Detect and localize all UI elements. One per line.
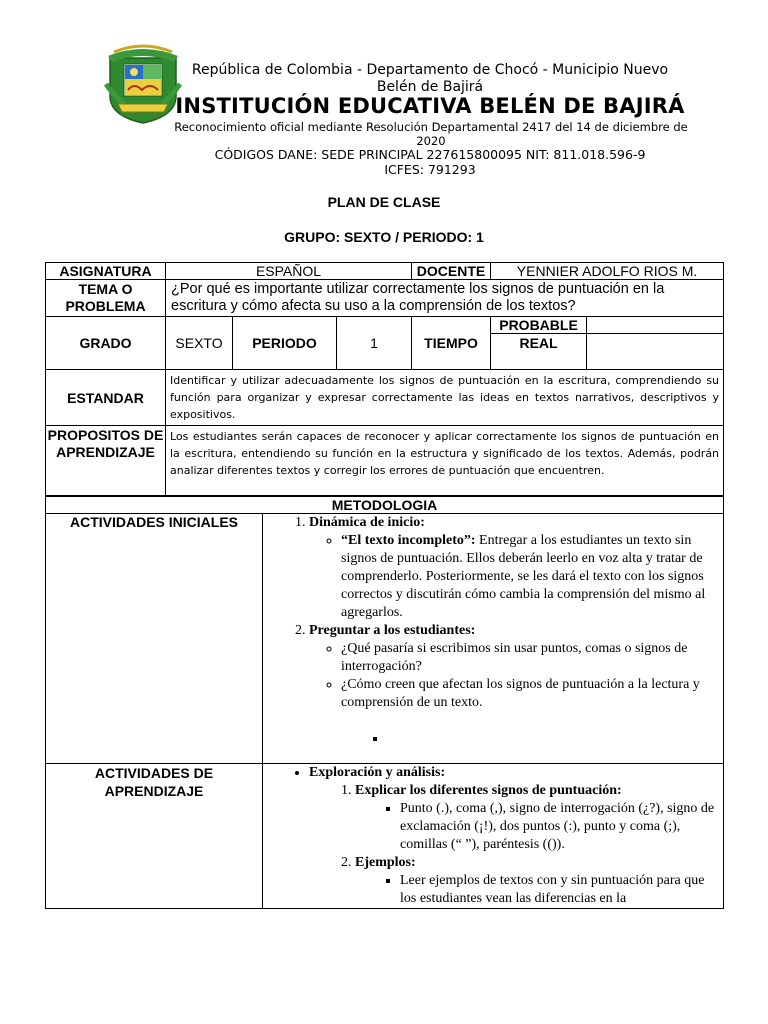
actividades-aprendizaje-label: ACTIVIDADES DE APRENDIZAJE [46,764,263,909]
grado-label: GRADO [46,317,166,370]
list-item [355,854,723,908]
signos-sublist [355,800,723,854]
list-item [309,622,723,712]
group-period-title: GRUPO: SEXTO / PERIODO: 1 [284,229,484,245]
grado-value: SEXTO [166,317,233,370]
list-item [309,764,723,908]
exploracion-sublist [309,782,723,908]
actividades-iniciales-label: ACTIVIDADES INICIALES [46,514,263,764]
list-item [309,514,723,622]
tiempo-label: TIEMPO [412,317,491,370]
texto-incompleto-title: “El texto incompleto”: [341,533,476,548]
periodo-label: PERIODO [233,317,337,370]
real-label: REAL [491,334,587,370]
recognition-text: Reconocimiento oficial mediante Resolución Departamental 2417 del 14 de diciembre de 2020 [174,120,688,148]
dane-codes: CÓDIGOS DANE: SEDE PRINCIPAL 227615800095 NIT: 811.018.596-9 [214,147,646,162]
methodology-table [45,495,724,909]
probable-label: PROBABLE [491,317,587,334]
list-item: ◦ ¿Qué pasaría si escribimos sin usar puntos, comas o signos de interrogación? [341,640,723,676]
asignatura-value: ESPAÑOL [166,263,412,280]
list-item [355,782,723,854]
signos-title: Explicar los diferentes signos de puntuación: [355,783,622,798]
iniciales-list [263,514,723,712]
tema-value: ¿Por qué es importante utilizar correctamente los signos de puntuación en la escritura y cómo afecta su uso a la comprensión de los textos? [166,280,724,317]
docente-label: DOCENTE [412,263,491,280]
estandar-value: Identificar y utilizar adecuadamente los signos de puntuación en la escritura, comprendiendo su función para organizar y expresar correctamente las ideas en textos narrativos, descriptivos y expositivos. [166,370,724,426]
dinamica-sublist [309,532,723,622]
dinamica-title: Dinámica de inicio: [309,515,425,530]
exploracion-title: Exploración y análisis: [309,765,446,780]
list-item: ◦ ¿Cómo creen que afectan los signos de puntuación a la lectura y comprensión de un texto. [341,676,723,712]
actividades-aprendizaje-content [263,764,724,909]
list-item [387,730,723,748]
aprendizaje-list [263,764,723,908]
ejemplos-sublist [355,872,723,908]
periodo-value: 1 [337,317,412,370]
probable-value [587,317,724,334]
page-title: PLAN DE CLASE [327,194,441,210]
real-value [587,334,724,370]
list-item: ▪ Leer ejemplos de textos con y sin puntuación para que los estudiantes vean las diferencias en la [400,872,723,908]
empty-bullet-list [263,730,723,748]
ejemplos-title: Ejemplos: [355,855,416,870]
institution-name: INSTITUCIÓN EDUCATIVA BELÉN DE BAJIRÁ [175,94,685,118]
class-info-table [45,262,724,497]
tema-label: TEMA O PROBLEMA [46,280,166,317]
docente-value: YENNIER ADOLFO RIOS M. [491,263,724,280]
list-item [341,532,723,622]
header-location: República de Colombia - Departamento de Chocó - Municipio Nuevo Belén de Bajirá [191,62,669,95]
texto-incompleto-text: Entregar a los estudiantes un texto sin signos de puntuación. Ellos deberán leerlo en voz alta y tratar de comprenderlo. Posteriormente, se les dará el texto con los signos correctos y discutirán cómo cambia la comprensión del mismo al agregarlos. [341,533,706,620]
asignatura-label: ASIGNATURA [46,263,166,280]
actividades-iniciales-content [263,514,724,764]
estandar-label: ESTANDAR [46,370,166,426]
preguntar-title: Preguntar a los estudiantes: [309,623,476,638]
metodologia-heading: METODOLOGIA [46,496,724,514]
icfes-code: ICFES: 791293 [384,162,476,177]
propositos-value: Los estudiantes serán capaces de reconocer y aplicar correctamente los signos de puntuación en la escritura, entendiendo su función en la estructura y significado de los textos. Además, podrán analizar diferentes textos y corregir los errores de puntuación que encuentren. [166,426,724,497]
list-item: ▪ Punto (.), coma (,), signo de interrogación (¿?), signo de exclamación (¡!), dos puntos (:), punto y coma (;), comillas (“ ”), paréntesis (()). [400,800,723,854]
questions-sublist [309,640,723,712]
propositos-label: PROPOSITOS DE APRENDIZAJE [46,426,166,497]
